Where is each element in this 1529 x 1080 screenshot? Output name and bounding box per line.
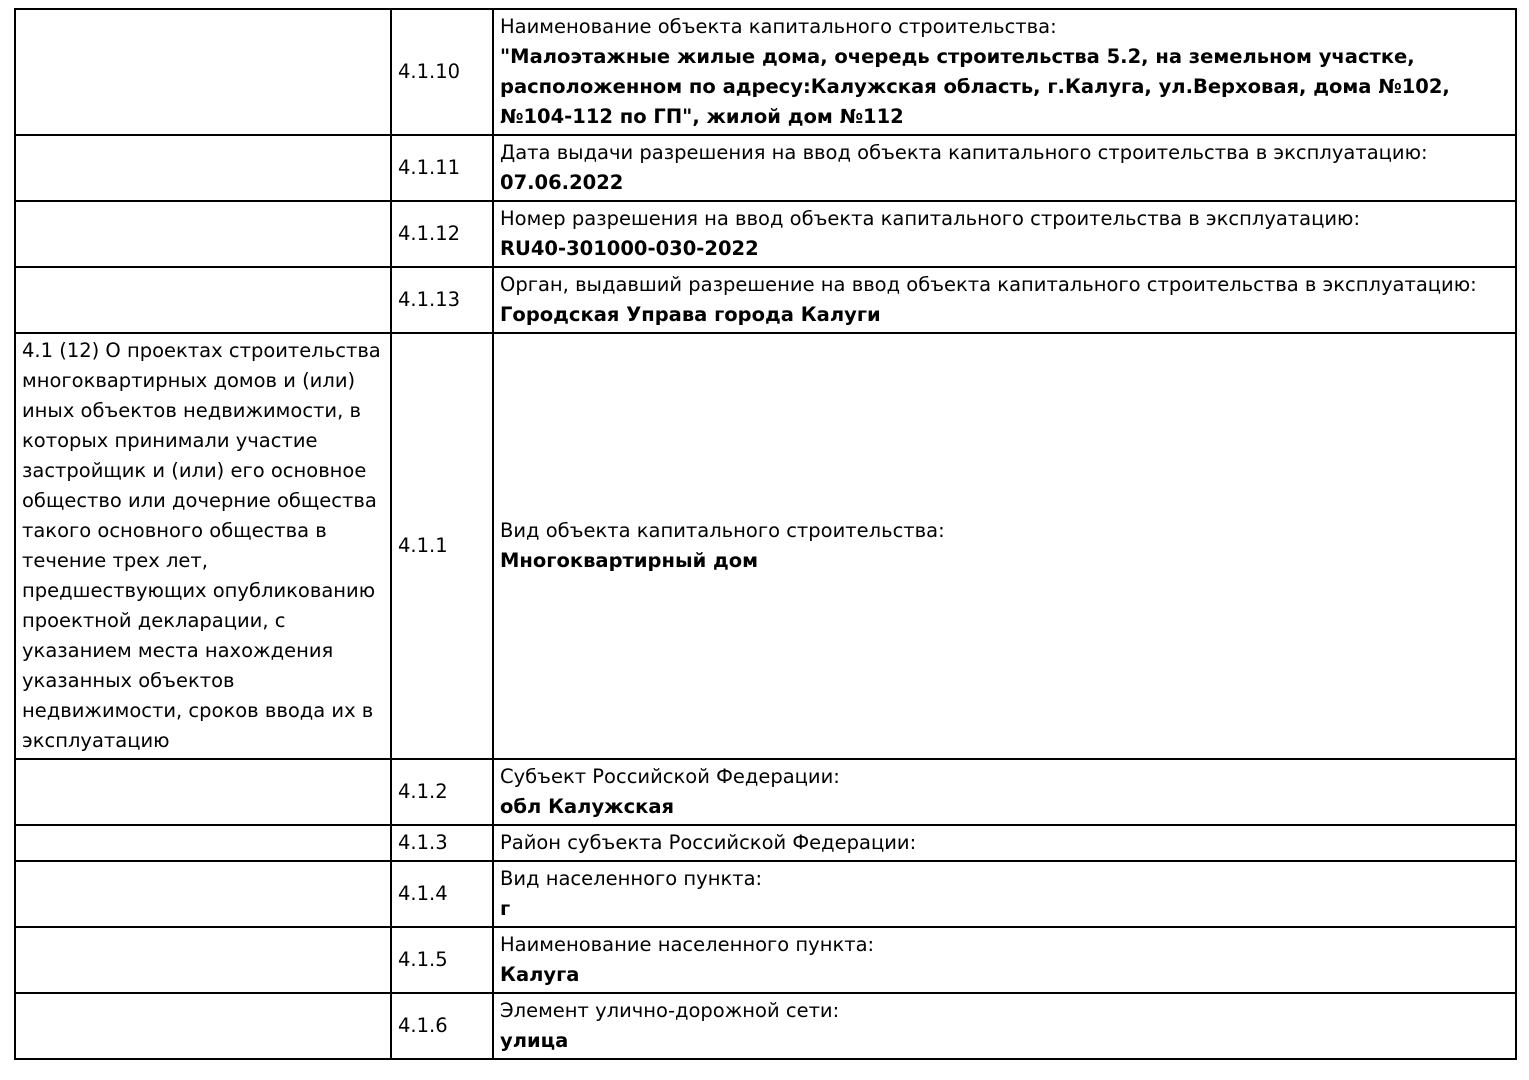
row-content [493, 333, 1516, 759]
row-content [493, 9, 1516, 135]
row-code: 4.1.11 [391, 135, 493, 201]
table-row [15, 993, 1516, 1059]
empty-cell [15, 267, 391, 333]
row-code: 4.1.2 [391, 759, 493, 825]
field-label: Субъект Российской Федерации: [500, 765, 840, 788]
empty-cell [15, 759, 391, 825]
field-value: RU40-301000-030-2022 [500, 237, 759, 260]
field-label: Орган, выдавший разрешение на ввод объекта капитального строительства в эксплуатацию: [500, 273, 1477, 296]
row-code: 4.1.13 [391, 267, 493, 333]
table-row [15, 861, 1516, 927]
empty-cell [15, 927, 391, 993]
row-content [493, 993, 1516, 1059]
row-content [493, 927, 1516, 993]
row-code: 4.1.1 [391, 333, 493, 759]
field-value: г [500, 897, 511, 920]
row-content [493, 201, 1516, 267]
field-value: обл Калужская [500, 795, 675, 818]
empty-cell [15, 861, 391, 927]
table-row [15, 333, 1516, 759]
section-description [15, 333, 391, 759]
declaration-table [14, 8, 1517, 1060]
row-code: 4.1.5 [391, 927, 493, 993]
field-value: "Малоэтажные жилые дома, очередь строительства 5.2, на земельном участке, расположенном по адресу:Калужская область, г.Калуга, ул.Верховая, дома №102, №104-112 по ГП", жилой дом №112 [500, 45, 1450, 128]
field-value: Многоквартирный дом [500, 549, 759, 572]
field-label: Наименование населенного пункта: [500, 933, 875, 956]
field-label: Элемент улично-дорожной сети: [500, 999, 840, 1022]
field-value: Калуга [500, 963, 580, 986]
field-label: Вид объекта капитального строительства: [500, 519, 945, 542]
row-code: 4.1.4 [391, 861, 493, 927]
table-row [15, 759, 1516, 825]
empty-cell [15, 825, 391, 861]
row-code: 4.1.10 [391, 9, 493, 135]
row-content [493, 135, 1516, 201]
row-code: 4.1.3 [391, 825, 493, 861]
table-row [15, 9, 1516, 135]
empty-cell [15, 993, 391, 1059]
row-code: 4.1.6 [391, 993, 493, 1059]
field-value: улица [500, 1029, 569, 1052]
field-label: Вид населенного пункта: [500, 867, 763, 890]
table-row [15, 927, 1516, 993]
row-content [493, 861, 1516, 927]
field-label: Номер разрешения на ввод объекта капитального строительства в эксплуатацию: [500, 207, 1361, 230]
empty-cell [15, 9, 391, 135]
row-content [493, 267, 1516, 333]
empty-cell [15, 135, 391, 201]
field-label: Район субъекта Российской Федерации: [500, 831, 917, 854]
field-label: Дата выдачи разрешения на ввод объекта капитального строительства в эксплуатацию: [500, 141, 1428, 164]
table-row [15, 135, 1516, 201]
section-label: 4.1 (12) О проектах строительства многоквартирных домов и (или) иных объектов недвижимости, в которых принимали участие застройщик и (или) его основное общество или дочерние общества такого основного общества в течение трех лет, предшествующих опубликованию проектной декларации, с указанием места нахождения указанных объектов недвижимости, сроков ввода их в эксплуатацию [22, 339, 381, 752]
table-row [15, 201, 1516, 267]
row-content [493, 759, 1516, 825]
field-label: Наименование объекта капитального строительства: [500, 15, 1057, 38]
field-value: 07.06.2022 [500, 171, 624, 194]
table-row [15, 825, 1516, 861]
empty-cell [15, 201, 391, 267]
table-row [15, 267, 1516, 333]
row-code: 4.1.12 [391, 201, 493, 267]
field-value: Городская Управа города Калуги [500, 303, 881, 326]
row-content [493, 825, 1516, 861]
